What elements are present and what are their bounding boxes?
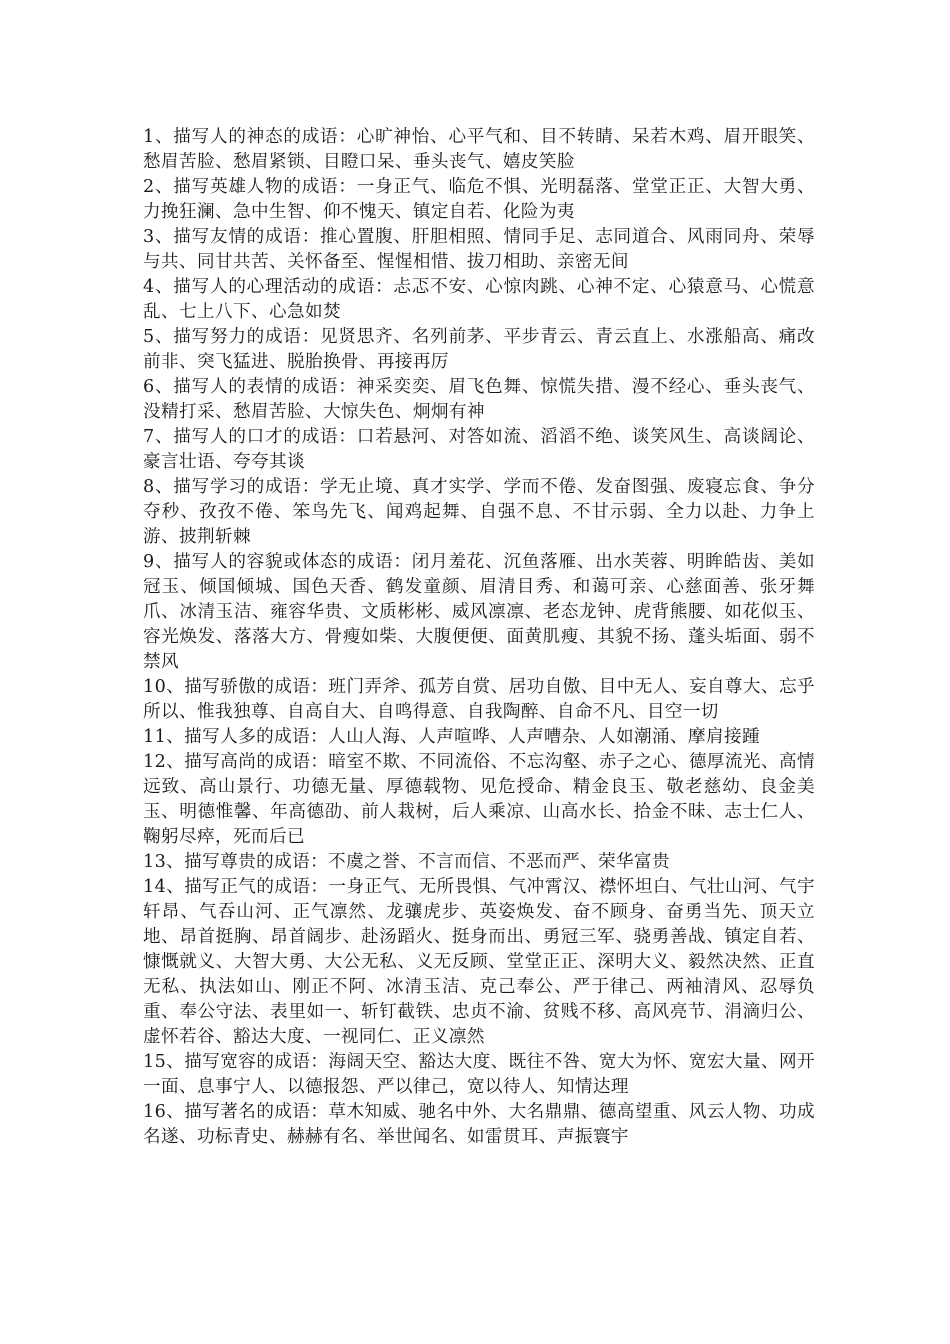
idiom-entry-6: 6、描写人的表情的成语：神采奕奕、眉飞色舞、惊慌失措、漫不经心、垂头丧气、没精打采、愁眉苦脸、大惊失色、炯炯有神 — [143, 377, 815, 422]
idiom-entry-1: 1、描写人的神态的成语：心旷神怡、心平气和、目不转睛、呆若木鸡、眉开眼笑、愁眉苦脸、愁眉紧锁、目瞪口呆、垂头丧气、嬉皮笑脸 — [143, 127, 815, 172]
idiom-entry-4: 4、描写人的心理活动的成语：忐忑不安、心惊肉跳、心神不定、心猿意马、心慌意乱、七上八下、心急如焚 — [143, 277, 815, 322]
idiom-entry-10: 10、描写骄傲的成语：班门弄斧、孤芳自赏、居功自傲、目中无人、妄自尊大、忘乎所以、惟我独尊、自高自大、自鸣得意、自我陶醉、自命不凡、目空一切 — [143, 677, 815, 722]
idiom-entry-12: 12、描写高尚的成语：暗室不欺、不同流俗、不忘沟壑、赤子之心、德厚流光、高情远致、高山景行、功德无量、厚德载物、见危授命、精金良玉、敬老慈幼、良金美玉、明德惟馨、年高德劭、前人栽树，后人乘凉、山高水长、拾金不昧、志士仁人、鞠躬尽瘁，死而后已 — [143, 752, 815, 847]
idiom-entry-9: 9、描写人的容貌或体态的成语：闭月羞花、沉鱼落雁、出水芙蓉、明眸皓齿、美如冠玉、倾国倾城、国色天香、鹤发童颜、眉清目秀、和蔼可亲、心慈面善、张牙舞爪、冰清玉洁、雍容华贵、文质彬彬、威风凛凛、老态龙钟、虎背熊腰、如花似玉、容光焕发、落落大方、骨瘦如柴、大腹便便、面黄肌瘦、其貌不扬、蓬头垢面、弱不禁风 — [143, 552, 815, 672]
idiom-entry-5: 5、描写努力的成语：见贤思齐、名列前茅、平步青云、青云直上、水涨船高、痛改前非、突飞猛进、脱胎换骨、再接再厉 — [143, 327, 815, 372]
idiom-entry-3: 3、描写友情的成语：推心置腹、肝胆相照、情同手足、志同道合、风雨同舟、荣辱与共、同甘共苦、关怀备至、惺惺相惜、拔刀相助、亲密无间 — [143, 227, 815, 272]
idiom-entry-8: 8、描写学习的成语：学无止境、真才实学、学而不倦、发奋图强、废寝忘食、争分夺秒、孜孜不倦、笨鸟先飞、闻鸡起舞、自强不息、不甘示弱、全力以赴、力争上游、披荆斩棘 — [143, 477, 815, 547]
idiom-entry-11: 11、描写人多的成语：人山人海、人声喧哗、人声嘈杂、人如潮涌、摩肩接踵 — [143, 727, 760, 747]
idiom-entry-13: 13、描写尊贵的成语：不虞之誉、不言而信、不恶而严、荣华富贵 — [143, 852, 671, 872]
idiom-entry-16: 16、描写著名的成语：草木知威、驰名中外、大名鼎鼎、德高望重、风云人物、功成名遂、功标青史、赫赫有名、举世闻名、如雷贯耳、声振寰宇 — [143, 1102, 815, 1147]
document-body — [143, 125, 815, 1150]
idiom-entry-7: 7、描写人的口才的成语：口若悬河、对答如流、滔滔不绝、谈笑风生、高谈阔论、豪言壮语、夸夸其谈 — [143, 427, 815, 472]
idiom-entry-14: 14、描写正气的成语：一身正气、无所畏惧、气冲霄汉、襟怀坦白、气壮山河、气宇轩昂、气吞山河、正气凛然、龙骧虎步、英姿焕发、奋不顾身、奋勇当先、顶天立地、昂首挺胸、昂首阔步、赴汤蹈火、挺身而出、勇冠三军、骁勇善战、镇定自若、慷慨就义、大智大勇、大公无私、义无反顾、堂堂正正、深明大义、毅然决然、正直无私、执法如山、刚正不阿、冰清玉洁、克己奉公、严于律己、两袖清风、忍辱负重、奉公守法、表里如一、斩钉截铁、忠贞不渝、贫贱不移、高风亮节、涓滴归公、虚怀若谷、豁达大度、一视同仁、正义凛然 — [143, 877, 815, 1047]
idiom-entry-15: 15、描写宽容的成语：海阔天空、豁达大度、既往不咎、宽大为怀、宽宏大量、网开一面、息事宁人、以德报怨、严以律己，宽以待人、知情达理 — [143, 1052, 815, 1097]
idiom-entry-2: 2、描写英雄人物的成语：一身正气、临危不惧、光明磊落、堂堂正正、大智大勇、力挽狂澜、急中生智、仰不愧天、镇定自若、化险为夷 — [143, 177, 815, 222]
